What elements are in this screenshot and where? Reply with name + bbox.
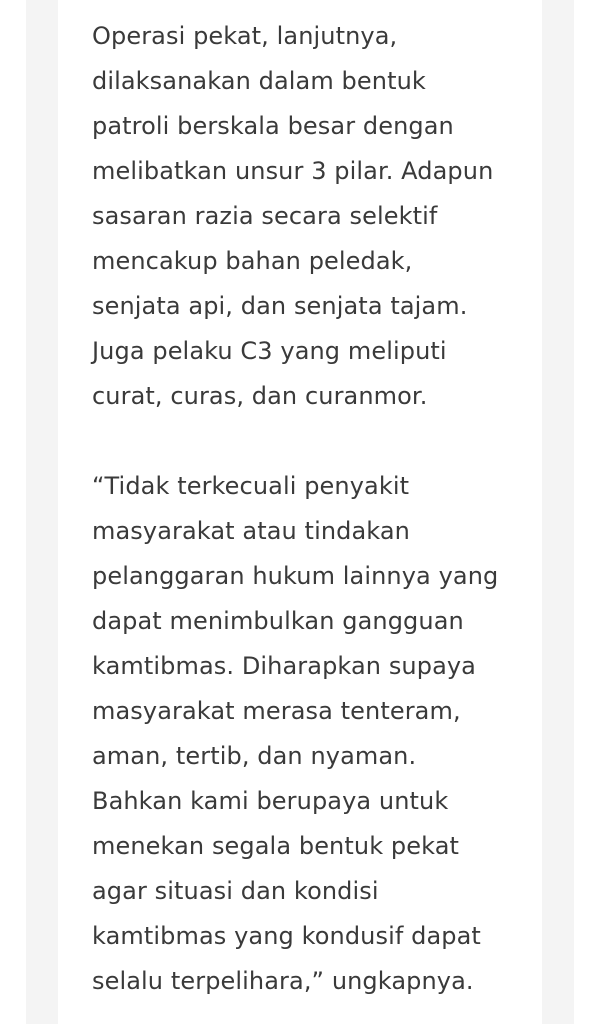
- article-body: [92, 14, 512, 1004]
- article-paragraph-2: “Tidak terkecuali penyakit masyarakat atau tindakan pelanggaran hukum lainnya yang dapat menimbulkan gangguan kamtibmas. Diharapkan supaya masyarakat merasa tenteram, aman, tertib, dan nyaman. Bahkan kami berupaya untuk menekan segala bentuk pekat agar situasi dan kondisi kamtibmas yang kondusif dapat selalu terpelihara,” ungkapnya.: [92, 472, 499, 995]
- right-margin: [574, 0, 600, 1024]
- left-margin: [0, 0, 26, 1024]
- article-paragraph-1: Operasi pekat, lanjutnya, dilaksanakan dalam bentuk patroli berskala besar dengan melibatkan unsur 3 pilar. Adapun sasaran razia secara selektif mencakup bahan peledak, senjata api, dan senjata tajam. Juga pelaku C3 yang meliputi curat, curas, dan curanmor.: [92, 22, 494, 410]
